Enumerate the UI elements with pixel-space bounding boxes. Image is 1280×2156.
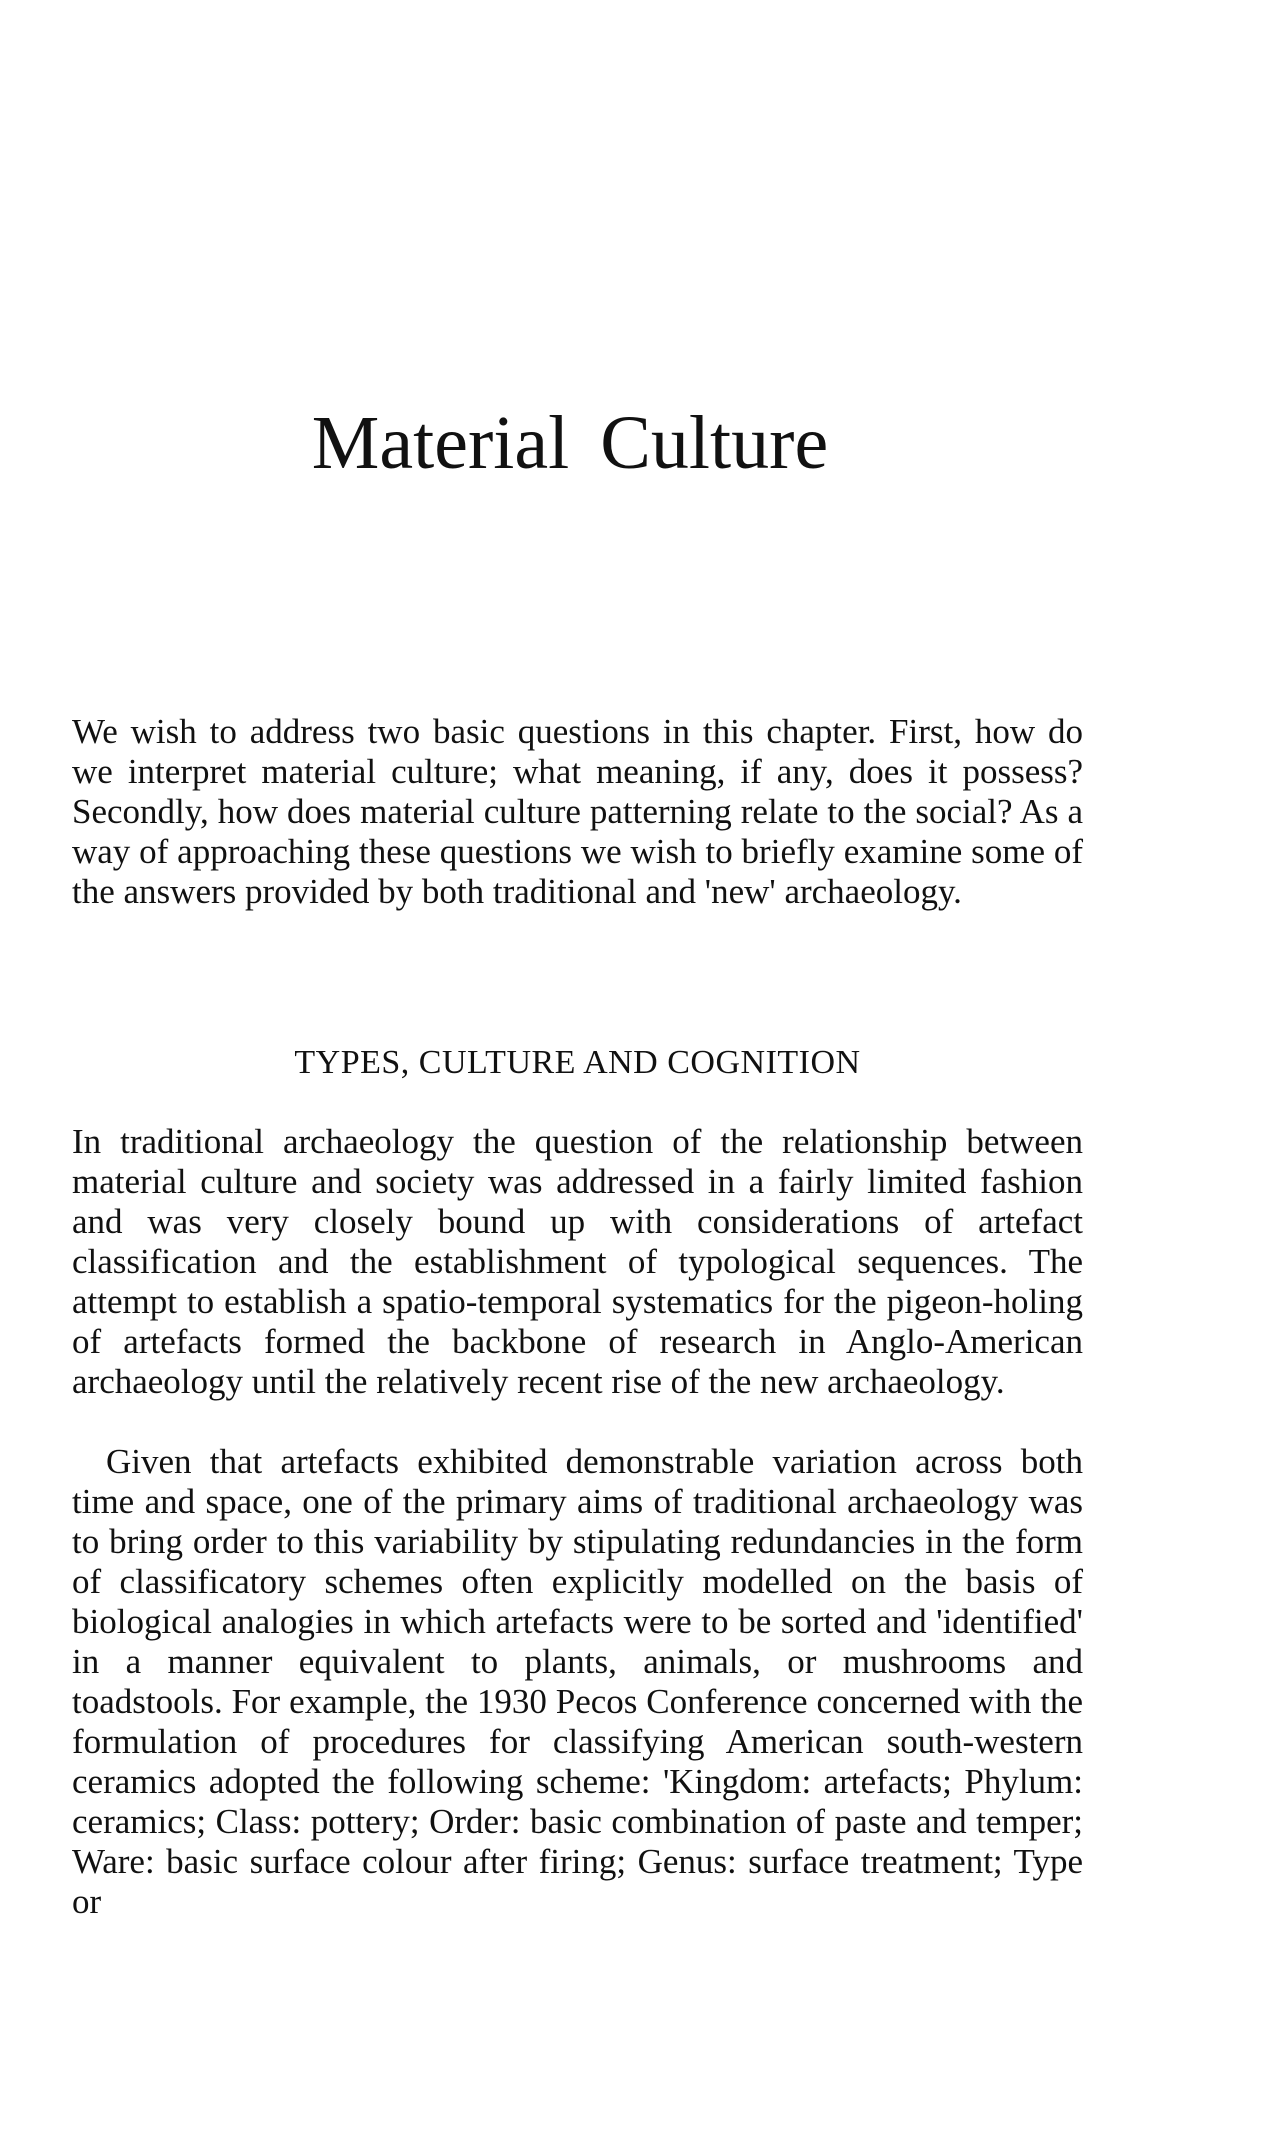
chapter-title: Material Culture bbox=[311, 401, 829, 485]
section-heading: TYPES, CULTURE AND COGNITION bbox=[294, 1044, 861, 1081]
body-paragraph-2: Given that artefacts exhibited demonstrable variation across both time and space, one of the primary aims of traditional archaeology was to bring order to this variability by stipulating redundancies in the form of classificatory schemes often explicitly modelled on the basis of biological analogies in which artefacts were to be sorted and 'identified' in a manner equivalent to plants, animals, or mushrooms and toadstools. For example, the 1930 Pecos Conference concerned with the formulation of procedures for classifying American south-western ceramics adopted the following scheme: 'Kingdom: artefacts; Phylum: ceramics; Class: pottery; Order: basic combination of paste and temper; Ware: basic surface colour after firing; Genus: surface treatment; Type or bbox=[72, 1442, 1083, 1921]
body-paragraph-1: In traditional archaeology the question of the relationship between material culture and society was addressed in a fairly limited fashion and was very closely bound up with considerations of artefact classification and the establishment of typological sequences. The attempt to establish a spatio-temporal systematics for the pigeon-holing of artefacts formed the backbone of research in Anglo-American archaeology until the relatively recent rise of the new archaeology. bbox=[72, 1122, 1083, 1401]
intro-paragraph: We wish to address two basic questions in this chapter. First, how do we interpret material culture; what meaning, if any, does it possess? Secondly, how does material culture patterning relate to the social? As a way of approaching these questions we wish to briefly examine some of the answers provided by both traditional and 'new' archaeology. bbox=[72, 712, 1083, 911]
